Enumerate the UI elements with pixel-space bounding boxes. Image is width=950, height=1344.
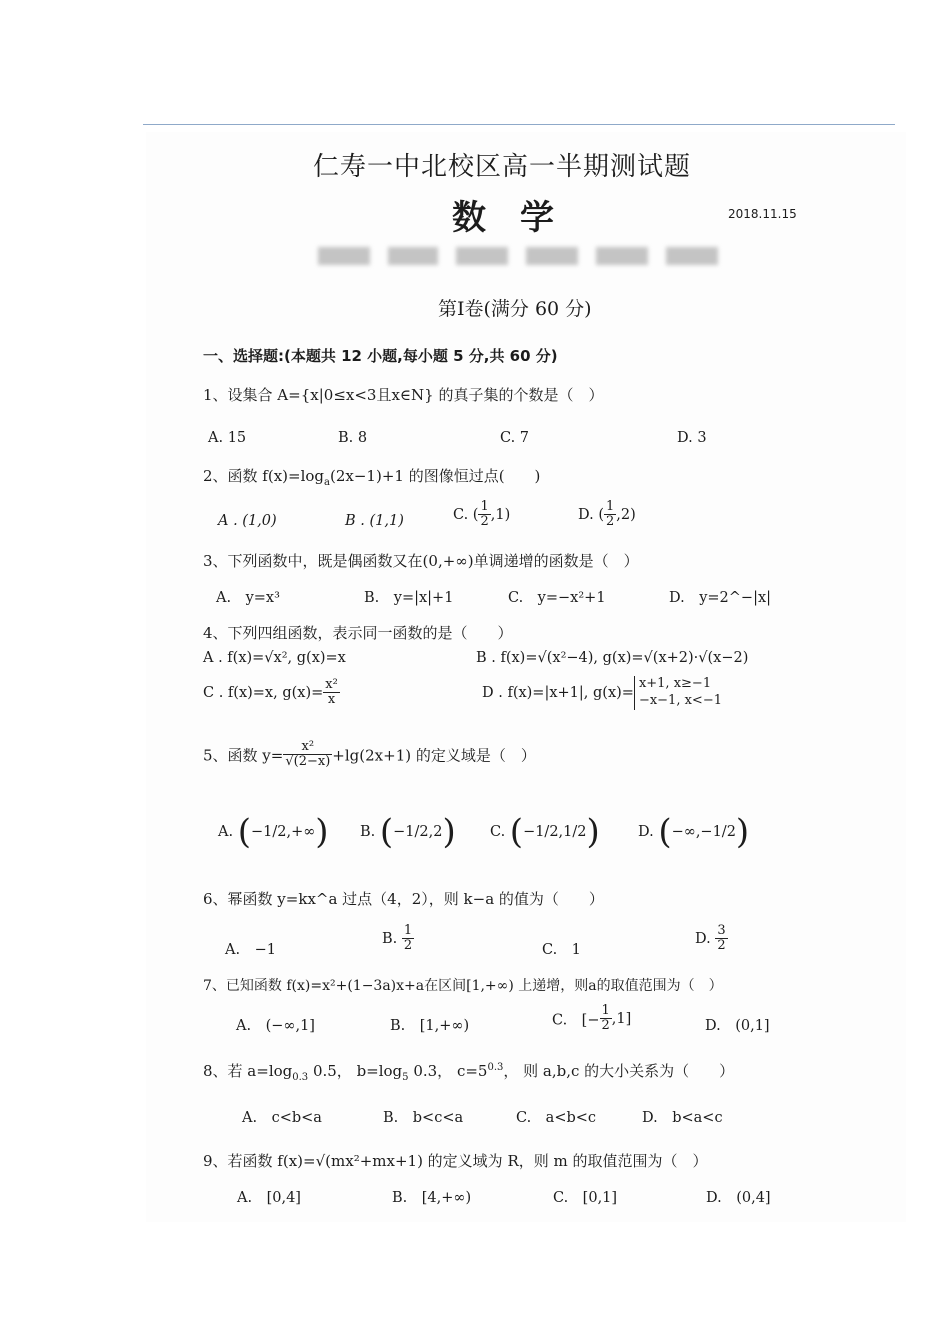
question-8-option-b: B. b<c<a <box>383 1110 464 1126</box>
question-2-option-d: D. ( $\frac{1}{2}$ ,2) <box>578 499 636 530</box>
question-7-stem: 7、已知函数 f(x)=x²+(1−3a)x+a在区间[1,+∞) 上递增，则a的取值范围为（ ） <box>203 978 723 994</box>
question-8-option-d: D. b<a<c <box>642 1110 723 1126</box>
question-5-option-d: D. (−∞,−1/2) <box>638 812 750 852</box>
question-3-option-b: B. y=|x|+1 <box>364 590 454 606</box>
question-5-option-c: C. (−1/2,1/2) <box>490 812 600 852</box>
question-6-option-b: B. $\frac{1}{2}$ <box>382 923 413 954</box>
question-2-stem: 2、函数 $f(x)=\log_a(2x-1)+1$ 的图像恒过点( ) <box>203 467 541 488</box>
question-7-option-c: C. [− $\frac{1}{2}$ ,1] <box>552 1003 632 1034</box>
question-4-option-d: D . f(x)=|x+1|, g(x)= x+1, x≥−1 −x−1, x<−1 <box>482 676 722 708</box>
redacted-field <box>596 247 648 265</box>
question-2-option-c: C. ( $\frac{1}{2}$ ,1) <box>453 499 511 530</box>
question-7-option-d: D. (0,1] <box>705 1018 770 1034</box>
question-9-option-c: C. [0,1] <box>553 1190 618 1206</box>
question-6-option-d: D. $\frac{3}{2}$ <box>695 923 726 954</box>
question-6-option-a: A. −1 <box>225 942 276 958</box>
part-heading: 第Ⅰ卷(满分 60 分) <box>438 298 592 320</box>
question-4-stem: 4、下列四组函数，表示同一函数的是（ ） <box>203 624 513 642</box>
exam-date: 2018.11.15 <box>728 207 797 221</box>
question-1-option-c: C. 7 <box>500 430 530 446</box>
question-4-option-c: C . f(x)=x, g(x)= $\frac{\text{x²}}{x}$ <box>203 677 338 708</box>
question-3-option-d: D. y=2^−|x| <box>669 590 772 606</box>
question-5-option-b: B. (−1/2,2) <box>360 812 456 852</box>
question-5-option-a: A. (−1/2,+∞) <box>218 812 329 852</box>
question-9-option-a: A. [0,4] <box>237 1190 301 1206</box>
question-9-option-d: D. (0,4] <box>706 1190 771 1206</box>
question-1-stem: 1、设集合 A={x|0≤x<3且x∈N} 的真子集的个数是（ ） <box>203 386 604 404</box>
question-1-option-d: D. 3 <box>677 430 707 446</box>
redacted-field <box>388 247 438 265</box>
question-8-stem: 8、若 $a=\log_{0.3}$ 0.5， $b=\log_5$ 0.3， $c=5^{0.3}$， 则 a,b,c 的大小关系为（ ） <box>203 1062 735 1083</box>
question-2-option-b: B . (1,1) <box>345 513 404 529</box>
redacted-field <box>666 247 718 265</box>
question-6-option-c: C. 1 <box>542 942 581 958</box>
question-6-stem: 6、幂函数 y=kx^a 过点（4，2），则 k−a 的值为（ ） <box>203 890 604 908</box>
redacted-field <box>456 247 508 265</box>
question-1-option-b: B. 8 <box>338 430 368 446</box>
question-3-option-c: C. y=−x²+1 <box>508 590 606 606</box>
question-1-option-a: A. 15 <box>208 430 247 446</box>
question-5-stem: 5、函数 y= $\frac{\text{x²}}{√(2-x)}$ +lg(2x+1) 的定义域是（ ） <box>203 739 536 770</box>
question-9-option-b: B. [4,+∞) <box>392 1190 472 1206</box>
question-3-option-a: A. y=x³ <box>216 590 280 606</box>
redacted-field <box>318 247 370 265</box>
exam-title: 仁寿一中北校区高一半期测试题 <box>313 152 692 182</box>
question-7-option-b: B. [1,+∞) <box>390 1018 470 1034</box>
question-8-option-a: A. c<b<a <box>242 1110 322 1126</box>
question-9-stem: 9、若函数 f(x)=√(mx²+mx+1) 的定义域为 R，则 m 的取值范围为（ ） <box>203 1152 708 1170</box>
header-rule <box>143 124 895 125</box>
section-heading: 一、选择题:(本题共 12 小题,每小题 5 分,共 60 分) <box>203 347 558 365</box>
subject-heading: 数学 <box>452 198 588 238</box>
question-7-option-a: A. (−∞,1] <box>236 1018 315 1034</box>
question-8-option-c: C. a<b<c <box>516 1110 597 1126</box>
question-2-option-a: A . (1,0) <box>218 513 277 529</box>
redacted-field <box>526 247 578 265</box>
question-3-stem: 3、下列函数中，既是偶函数又在(0,+∞)单调递增的函数是（ ） <box>203 552 639 570</box>
question-4-option-a: A . f(x)=√x², g(x)=x <box>203 650 346 666</box>
question-4-option-b: B . f(x)=√(x²−4), g(x)=√(x+2)·√(x−2) <box>476 650 749 666</box>
